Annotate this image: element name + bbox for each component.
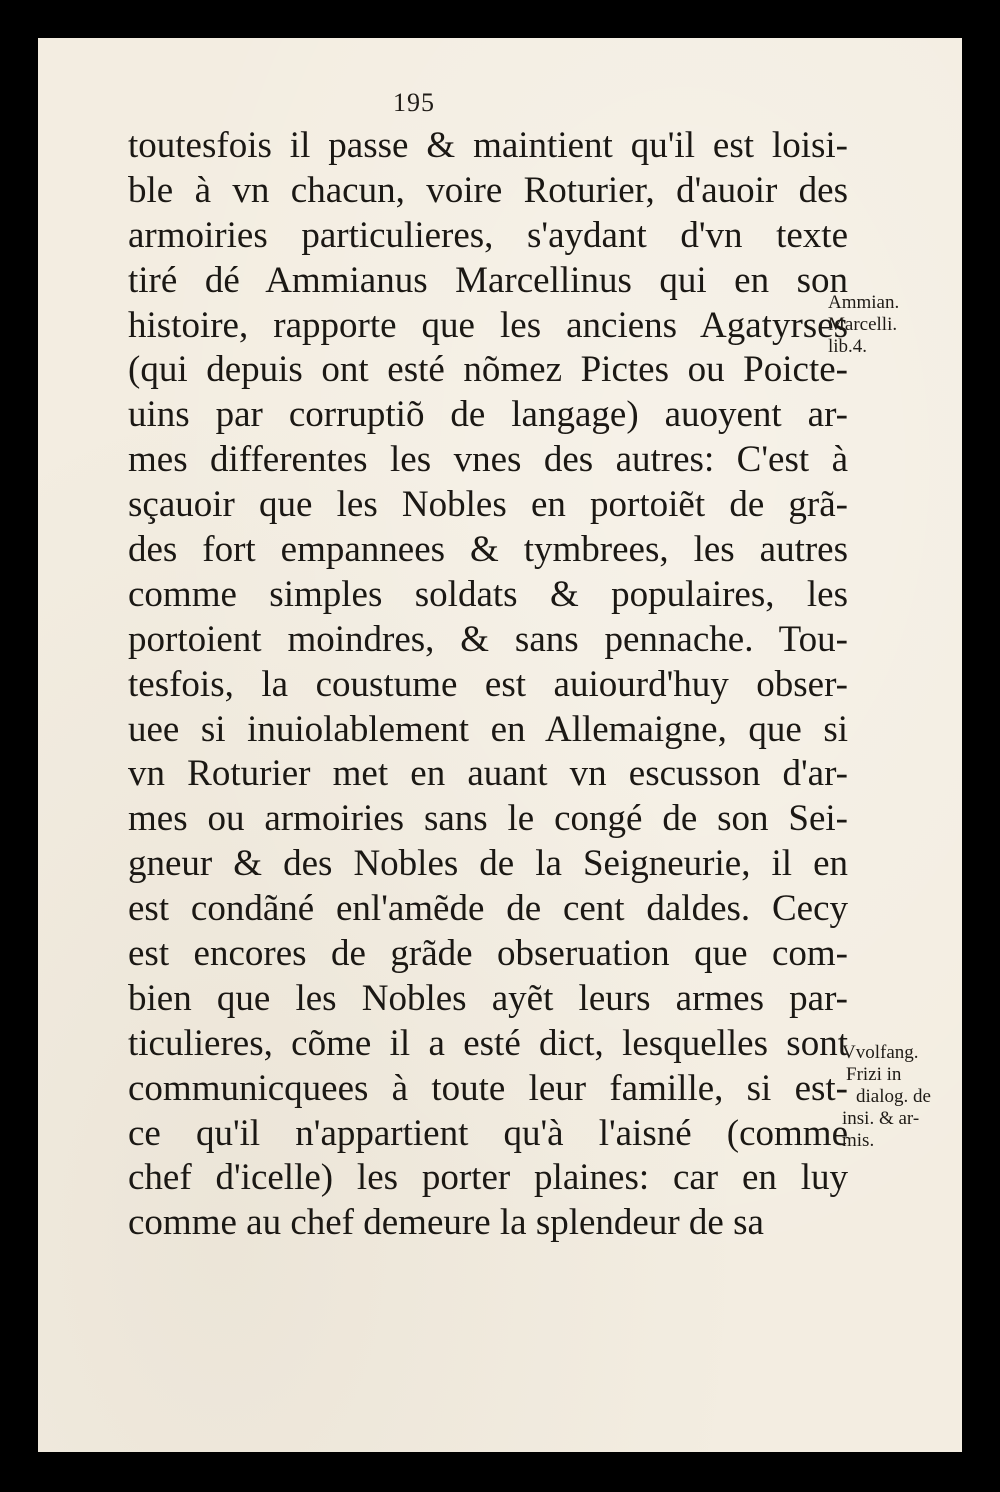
- text-line: (qui depuis ont esté nõmez Pictes ou Poicte-: [128, 349, 848, 391]
- text-line: est encores de grãde obseruation que com-: [128, 933, 848, 975]
- text-line: toutesfois il passe & maintient qu'il est loisi-: [128, 125, 848, 166]
- margin-note-line: Marcelli.: [828, 314, 898, 335]
- margin-note-line: lib.4.: [828, 336, 868, 357]
- margin-note-line: Vvolfang.: [842, 1042, 919, 1063]
- text-line: des fort empannees & tymbrees, les autres: [128, 529, 848, 571]
- margin-note-line: dialog. de: [856, 1086, 931, 1107]
- text-line: bien que les Nobles ayẽt leurs armes par-: [128, 977, 848, 1019]
- text-line: histoire, rapporte que les anciens Agatyrses: [128, 304, 848, 346]
- margin-note-line: mis.: [842, 1130, 875, 1151]
- text-line: chef d'icelle) les porter plaines: car en luy: [128, 1157, 848, 1199]
- text-line: portoient moindres, & sans pennache. Tou-: [128, 618, 848, 660]
- text-line: comme au chef demeure la splendeur de sa: [128, 1202, 764, 1244]
- text-line: ticulieres, cõme il a esté dict, lesquelles sont: [128, 1022, 848, 1064]
- book-page: [38, 38, 962, 1452]
- text-line: tiré dé Ammianus Marcellinus qui en son: [128, 259, 848, 301]
- text-line: communicquees à toute leur famille, si est-: [128, 1067, 848, 1109]
- text-line: uins par corruptiõ de langage) auoyent ar-: [128, 394, 848, 436]
- text-line: gneur & des Nobles de la Seigneurie, il en: [128, 843, 848, 885]
- margin-note-line: insi. & ar-: [842, 1108, 920, 1129]
- text-line: ce qu'il n'appartient qu'à l'aisné (comme: [128, 1112, 848, 1154]
- margin-note-line: Ammian.: [828, 292, 900, 313]
- body-text: [128, 124, 848, 1246]
- text-line: tesfois, la coustume est auiourd'huy obser-: [128, 663, 848, 705]
- margin-note-vvolfang: [842, 1042, 931, 1152]
- text-line: armoiries particulieres, s'aydant d'vn texte: [128, 214, 848, 256]
- text-line: ble à vn chacun, voire Roturier, d'auoir des: [128, 169, 848, 211]
- text-line: mes differentes les vnes des autres: C'est à: [128, 439, 848, 481]
- text-line: comme simples soldats & populaires, les: [128, 573, 848, 615]
- text-line: est condãné enl'amẽde de cent daldes. Cecy: [128, 888, 848, 930]
- page-number: 195: [393, 88, 435, 117]
- text-line: mes ou armoiries sans le congé de son Sei-: [128, 798, 848, 840]
- margin-note-line: Frizi in: [846, 1064, 902, 1085]
- text-line: vn Roturier met en auant vn escusson d'ar-: [128, 753, 848, 795]
- text-line: uee si inuiolablement en Allemaigne, que si: [128, 708, 848, 750]
- margin-note-ammianus: [828, 292, 899, 358]
- text-line: sçauoir que les Nobles en portoiẽt de grã-: [128, 484, 848, 526]
